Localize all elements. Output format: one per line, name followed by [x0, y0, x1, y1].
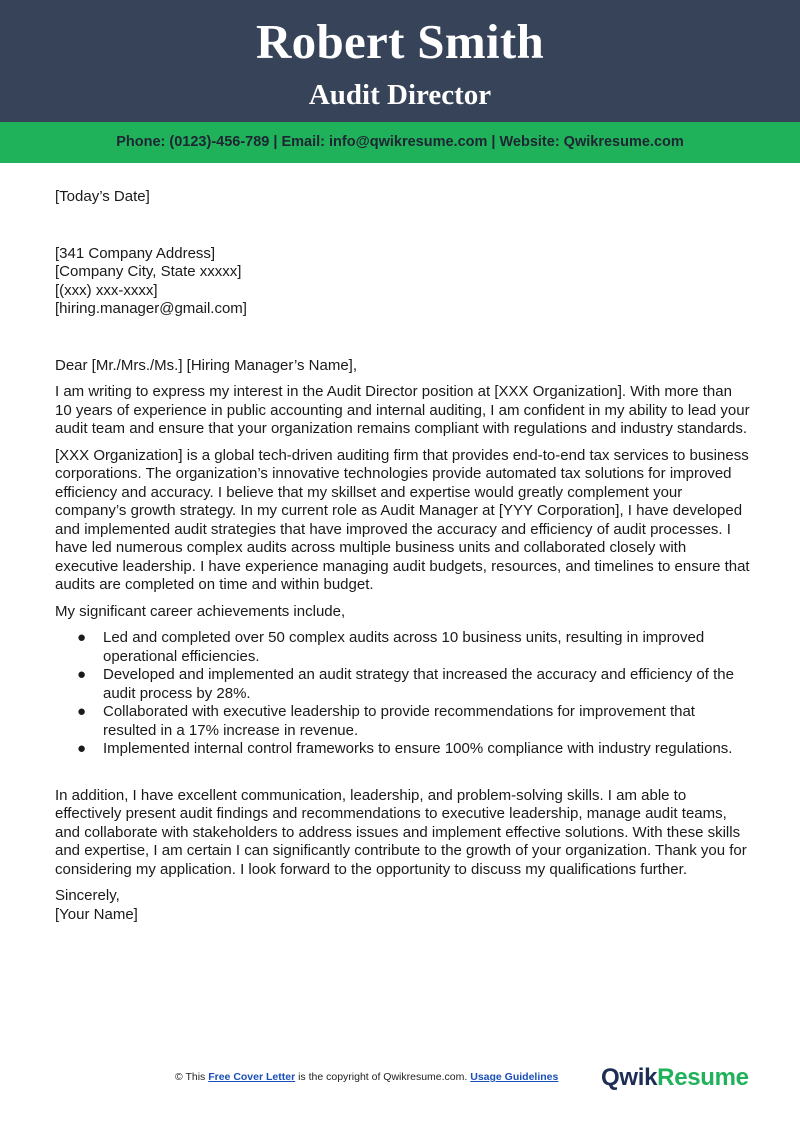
resume-header: [0, 0, 800, 122]
paragraph-company: [XXX Organization] is a global tech-driven auditing firm that provides end-to-end tax services to business corporations. The organization’s innovative technologies provide automated tax solutions for improved efficiency and accuracy. I believe that my skillset and expertise would greatly complement your company’s growth strategy. In my current role as Audit Manager at [YYY Corporation], I have developed and implemented audit strategies that have improved the accuracy and efficiency of audit processes. I have led numerous complex audits across multiple business units and collaborated closely with executive leadership. I have experience managing audit budgets, resources, and timelines to ensure that audits are completed on time and within budget.: [55, 446, 750, 593]
bullet-icon: ●: [77, 629, 87, 646]
bullet-icon: ●: [77, 703, 87, 720]
copyright-notice: © This Free Cover Letter is the copyright of Qwikresume.com. Usage Guidelines: [175, 1071, 559, 1083]
bullet-icon: ●: [77, 666, 87, 683]
signature-name: [Your Name]: [55, 905, 138, 923]
signoff: Sincerely,: [55, 887, 120, 904]
page-footer: [0, 1060, 800, 1096]
recipient-address: [55, 245, 750, 319]
free-cover-letter-link[interactable]: Free Cover Letter: [208, 1071, 296, 1083]
usage-guidelines-link[interactable]: Usage Guidelines: [470, 1071, 559, 1083]
list-item: ● Developed and implemented an audit strategy that increased the accuracy and efficiency of the audit process by 28%.: [77, 666, 734, 702]
applicant-name: Robert Smith: [255, 14, 545, 69]
letter-body: [55, 188, 750, 924]
letter-date: [Today’s Date]: [55, 188, 150, 205]
address-line: [hiring.manager@gmail.com]: [55, 300, 247, 317]
list-item: ● Collaborated with executive leadership to provide recommendations for improvement that resulted in a 17% increase in revenue.: [77, 703, 695, 739]
qwikresume-logo[interactable]: QwikResume: [601, 1064, 749, 1091]
paragraph-closing: In addition, I have excellent communication, leadership, and problem-solving skills. I am able to effectively present audit findings and recommendations to executive leadership, manage audit teams, and collaborate with stakeholders to address issues and implement effective solutions. With these skills and expertise, I am certain I can significantly contribute to the growth of your organization. Thank you for considering my application. I look forward to the opportunity to discuss my qualifications further.: [55, 786, 747, 878]
achievements-list: [55, 629, 750, 759]
salutation: Dear [Mr./Mrs./Ms.] [Hiring Manager’s Name],: [55, 356, 358, 374]
address-line: [(xxx) xxx-xxxx]: [55, 281, 158, 299]
list-item: ● Implemented internal control frameworks to ensure 100% compliance with industry regulations.: [77, 740, 733, 757]
paragraph-intro: I am writing to express my interest in the Audit Director position at [XXX Organization]. With more than 10 years of experience in public accounting and internal auditing, I am confident in my ability to lead your audit team and ensure that your organization remains compliant with regulations and industry standards.: [55, 383, 750, 437]
bullet-icon: ●: [77, 740, 87, 757]
address-line: [Company City, State xxxxx]: [55, 263, 242, 280]
job-title: Audit Director: [308, 79, 492, 111]
list-item: ● Led and completed over 50 complex audits across 10 business units, resulting in improved operational efficiencies.: [77, 629, 705, 665]
contact-bar: Phone: (0123)-456-789 | Email: info@qwikresume.com | Website: Qwikresume.com: [0, 122, 800, 163]
address-line: [341 Company Address]: [55, 244, 216, 262]
achievements-intro: My significant career achievements include,: [55, 602, 346, 620]
